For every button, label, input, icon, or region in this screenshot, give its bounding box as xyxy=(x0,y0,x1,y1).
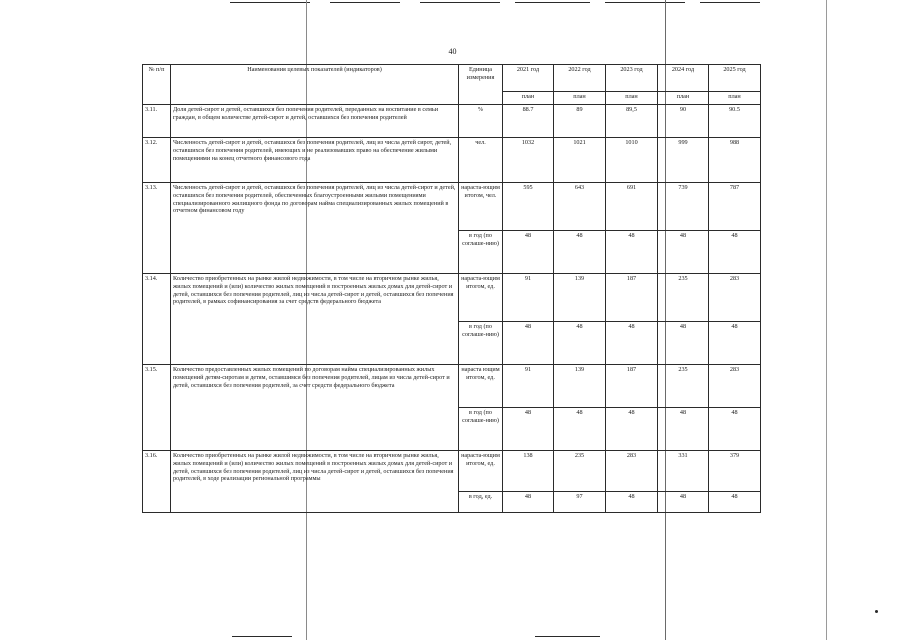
value-2022: 48 xyxy=(554,322,606,365)
value-2025: 48 xyxy=(709,492,761,513)
value-2021: 91 xyxy=(503,365,554,408)
scan-artifact-top-2 xyxy=(330,2,400,3)
value-2021: 48 xyxy=(503,408,554,451)
row-number: 3.15. xyxy=(143,365,171,451)
value-2021: 48 xyxy=(503,231,554,274)
value-2024: 48 xyxy=(658,408,709,451)
row-number: 3.16. xyxy=(143,451,171,513)
indicator-name: Доля детей-сирот и детей, оставшихся без попечения родителей, переданных на воспитание в семьи граждан, в общем количестве детей-сирот и детей, оставшихся без попечения родителей xyxy=(171,105,459,138)
indicators-table xyxy=(142,64,761,513)
indicator-name: Количество приобретенных на рынке жилой недвижимости, в том числе на вторичном рынке жилья, жилых помещений и (или) количество жилых помещений в построенных жилых домах для детей-сирот и детей, оставшихся без попечения родителей, лиц из числа детей-сирот и детей, оставшихся без попечения родителей, в рамках софинансирования за счет средств федерального бюджета xyxy=(171,274,459,365)
value-2025: 48 xyxy=(709,408,761,451)
indicator-name: Количество приобретенных на рынке жилой недвижимости, в том числе на вторичном рынке жилья, жилых помещений и (или) количество жилых помещений в построенных жилых домах для детей-сирот и детей, оставшихся без попечения родителей, лиц из числа детей-сирот и детей, оставшихся без попечения родителей, в ходе реализации региональной программы xyxy=(171,451,459,513)
header-year-2024: 2024 год xyxy=(658,65,709,92)
scan-artifact-top-6 xyxy=(700,2,760,3)
scan-artifact-top-4 xyxy=(515,2,590,3)
unit-cell: нараста-ющим итогом, ед. xyxy=(459,274,503,322)
scan-artifact-bottom-1 xyxy=(232,636,292,637)
row-number: 3.14. xyxy=(143,274,171,365)
row-number: 3.12. xyxy=(143,138,171,183)
value-2023: 691 xyxy=(606,183,658,231)
value-2024: 331 xyxy=(658,451,709,492)
value-2021: 48 xyxy=(503,322,554,365)
header-plan-2024: план xyxy=(658,92,709,105)
value-2025: 283 xyxy=(709,274,761,322)
value-2021: 91 xyxy=(503,274,554,322)
value-2023: 187 xyxy=(606,274,658,322)
header-year-2025: 2025 год xyxy=(709,65,761,92)
value-2024: 48 xyxy=(658,322,709,365)
scan-artifact-top-3 xyxy=(420,2,500,3)
value-2023: 187 xyxy=(606,365,658,408)
scan-artifact-top-5 xyxy=(605,2,685,3)
unit-cell: % xyxy=(459,105,503,138)
value-2025: 787 xyxy=(709,183,761,231)
value-2025: 48 xyxy=(709,231,761,274)
value-2025: 379 xyxy=(709,451,761,492)
indicator-name: Численность детей-сирот и детей, оставшихся без попечения родителей, лиц из числа детей-сирот и детей, оставшихся без попечения родителей, обеспеченных благоустроенными жилыми помещениями специализированного жилищного фонда по договорам найма специализированных жилых помещений в отчетном финансовом году xyxy=(171,183,459,274)
value-2024: 90 xyxy=(658,105,709,138)
page-number: 40 xyxy=(448,47,457,56)
unit-cell: нараста-ющим итогом, чел. xyxy=(459,183,503,231)
value-2025: 90.5 xyxy=(709,105,761,138)
unit-cell: чел. xyxy=(459,138,503,183)
header-name: Наименования целевых показателей (индикаторов) xyxy=(171,65,459,105)
row-number: 3.11. xyxy=(143,105,171,138)
scan-artifact-vline-3 xyxy=(826,0,827,640)
value-2021: 138 xyxy=(503,451,554,492)
unit-cell: в год, ед. xyxy=(459,492,503,513)
header-plan-2023: план xyxy=(606,92,658,105)
unit-cell: в год (по соглаше-нию) xyxy=(459,231,503,274)
value-2025: 48 xyxy=(709,322,761,365)
table-row xyxy=(143,451,761,492)
value-2024: 999 xyxy=(658,138,709,183)
header-year-2021: 2021 год xyxy=(503,65,554,92)
value-2023: 48 xyxy=(606,492,658,513)
header-num: № п/п xyxy=(143,65,171,105)
value-2024: 235 xyxy=(658,365,709,408)
scan-artifact-top-1 xyxy=(230,2,310,3)
header-plan-2025: план xyxy=(709,92,761,105)
header-plan-2022: план xyxy=(554,92,606,105)
value-2024: 48 xyxy=(658,231,709,274)
table-row xyxy=(143,274,761,322)
table-row xyxy=(143,138,761,183)
value-2025: 988 xyxy=(709,138,761,183)
table-row xyxy=(143,105,761,138)
value-2022: 139 xyxy=(554,365,606,408)
value-2023: 1010 xyxy=(606,138,658,183)
table-row xyxy=(143,183,761,231)
value-2023: 48 xyxy=(606,408,658,451)
value-2021: 88.7 xyxy=(503,105,554,138)
value-2022: 1021 xyxy=(554,138,606,183)
value-2025: 283 xyxy=(709,365,761,408)
value-2021: 48 xyxy=(503,492,554,513)
unit-cell: в год (по соглаше-нию) xyxy=(459,322,503,365)
header-year-2022: 2022 год xyxy=(554,65,606,92)
value-2021: 595 xyxy=(503,183,554,231)
value-2023: 48 xyxy=(606,322,658,365)
value-2024: 235 xyxy=(658,274,709,322)
value-2024: 48 xyxy=(658,492,709,513)
value-2022: 643 xyxy=(554,183,606,231)
scan-artifact-bottom-2 xyxy=(535,636,600,637)
value-2021: 1032 xyxy=(503,138,554,183)
indicator-name: Количество предоставленных жилых помещений по договорам найма специализированных жилых помещений детям-сиротам и детям, оставшимся без попечения родителей, лицам из числа детей-сирот и детей, оставшихся без попечения родителей, за счет средств федерального бюджета xyxy=(171,365,459,451)
header-plan-2021: план xyxy=(503,92,554,105)
unit-cell: в год (по соглаше-нию) xyxy=(459,408,503,451)
header-year-2023: 2023 год xyxy=(606,65,658,92)
value-2022: 139 xyxy=(554,274,606,322)
indicator-name: Численность детей-сирот и детей, оставшихся без попечения родителей, лиц из числа детей сирот, детей, оставшихся без попечения родителей, имеющих и не реализовавших право на обеспечение жилыми помещениями на конец отчетного финансового года xyxy=(171,138,459,183)
value-2024: 739 xyxy=(658,183,709,231)
header-unit: Единица измерения xyxy=(459,65,503,105)
value-2022: 235 xyxy=(554,451,606,492)
row-number: 3.13. xyxy=(143,183,171,274)
value-2022: 97 xyxy=(554,492,606,513)
unit-cell: нараста-ющим итогом, ед. xyxy=(459,451,503,492)
value-2023: 89,5 xyxy=(606,105,658,138)
unit-cell: нараста ющим итогом, ед. xyxy=(459,365,503,408)
scan-artifact-dot xyxy=(875,610,878,613)
value-2023: 48 xyxy=(606,231,658,274)
value-2023: 283 xyxy=(606,451,658,492)
table-row xyxy=(143,365,761,408)
value-2022: 48 xyxy=(554,231,606,274)
value-2022: 89 xyxy=(554,105,606,138)
value-2022: 48 xyxy=(554,408,606,451)
